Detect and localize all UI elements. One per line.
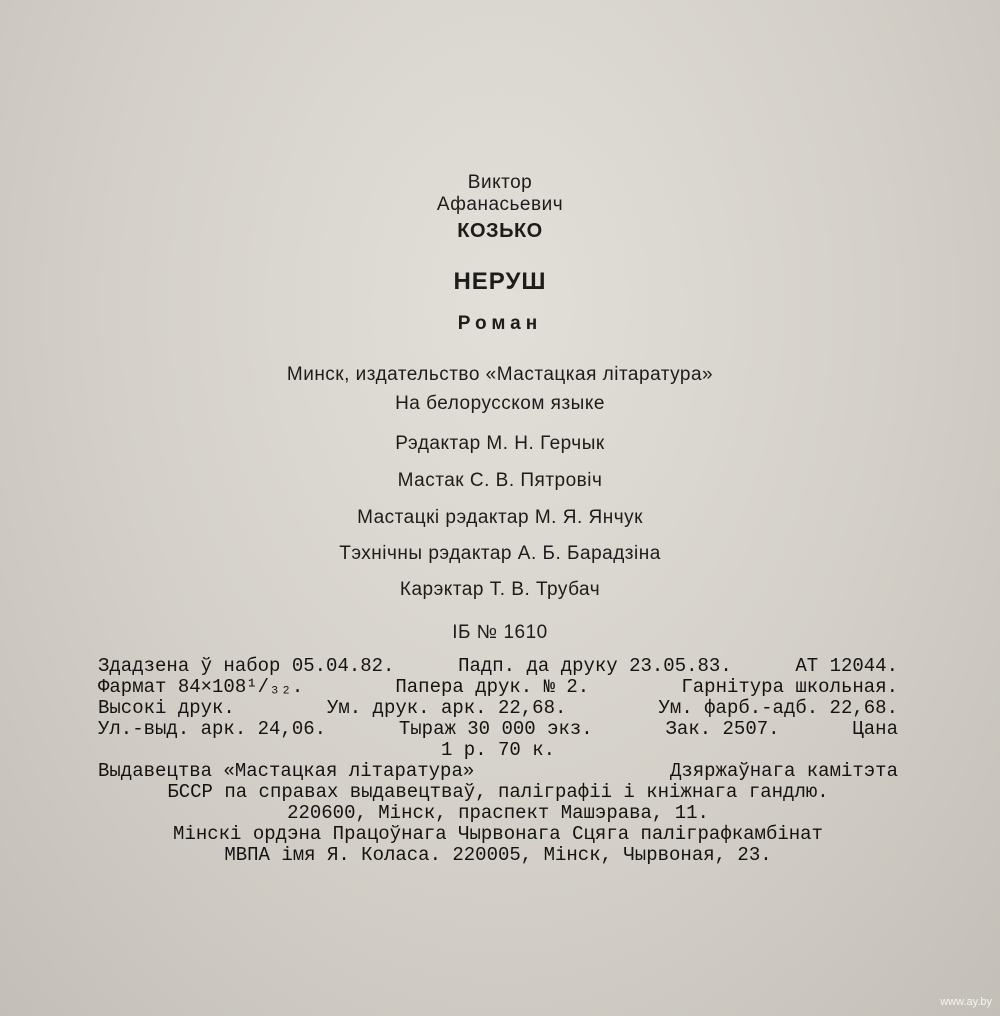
imprint-row: Выдавецтва «Мастацкая літаратура» Дзяржаўнага камітэта <box>98 760 898 782</box>
imprint-row: 220600, Мінск, праспект Машэрава, 11. <box>287 802 709 824</box>
credit-art-editor: Мастацкі рэдактар М. Я. Янчук <box>357 507 643 528</box>
author-first-name: Виктор <box>467 172 533 193</box>
publisher-line: Минск, издательство «Мастацкая літаратура» <box>286 364 714 385</box>
imprint-row: Фармат 84×108¹/₃₂. Папера друк. № 2. Гарнітура школьная. <box>98 676 898 698</box>
book-genre: Роман <box>457 313 543 334</box>
credit-proofreader: Карэктар Т. В. Трубач <box>399 579 601 600</box>
book-title: НЕРУШ <box>453 268 547 295</box>
imprint-row: Здадзена ў набор 05.04.82. Падп. да друку 23.05.83. АТ 12044. <box>98 655 898 677</box>
imprint-price: 1 р. 70 к. <box>440 739 556 761</box>
imprint-row: МВПА імя Я. Коласа. 220005, Мінск, Чырвоная, 23. <box>224 844 772 866</box>
watermark: www.ay.by <box>940 996 992 1008</box>
ib-number: ІБ № 1610 <box>452 622 548 643</box>
imprint-row: БССР па справах выдавецтваў, паліграфіі і кніжнага гандлю. <box>167 781 829 803</box>
author-surname: КОЗЬКО <box>457 220 543 242</box>
imprint-row: Мінскі ордэна Працоўнага Чырвонага Сцяга паліграфкамбінат <box>173 823 823 845</box>
language-line: На белорусском языке <box>395 393 605 414</box>
credit-technical-editor: Тэхнічны рэдактар А. Б. Барадзіна <box>339 543 661 564</box>
imprint-row: Ул.-выд. арк. 24,06. Тыраж 30 000 экз. Зак. 2507. Цана <box>98 718 898 740</box>
credit-artist: Мастак С. В. Пятровіч <box>397 470 603 491</box>
credit-editor: Рэдактар М. Н. Герчык <box>395 433 605 454</box>
imprint-block <box>98 656 898 866</box>
imprint-row: Высокі друк. Ум. друк. арк. 22,68. Ум. фарб.-адб. 22,68. <box>98 697 898 719</box>
author-patronymic: Афанасьевич <box>436 194 564 215</box>
